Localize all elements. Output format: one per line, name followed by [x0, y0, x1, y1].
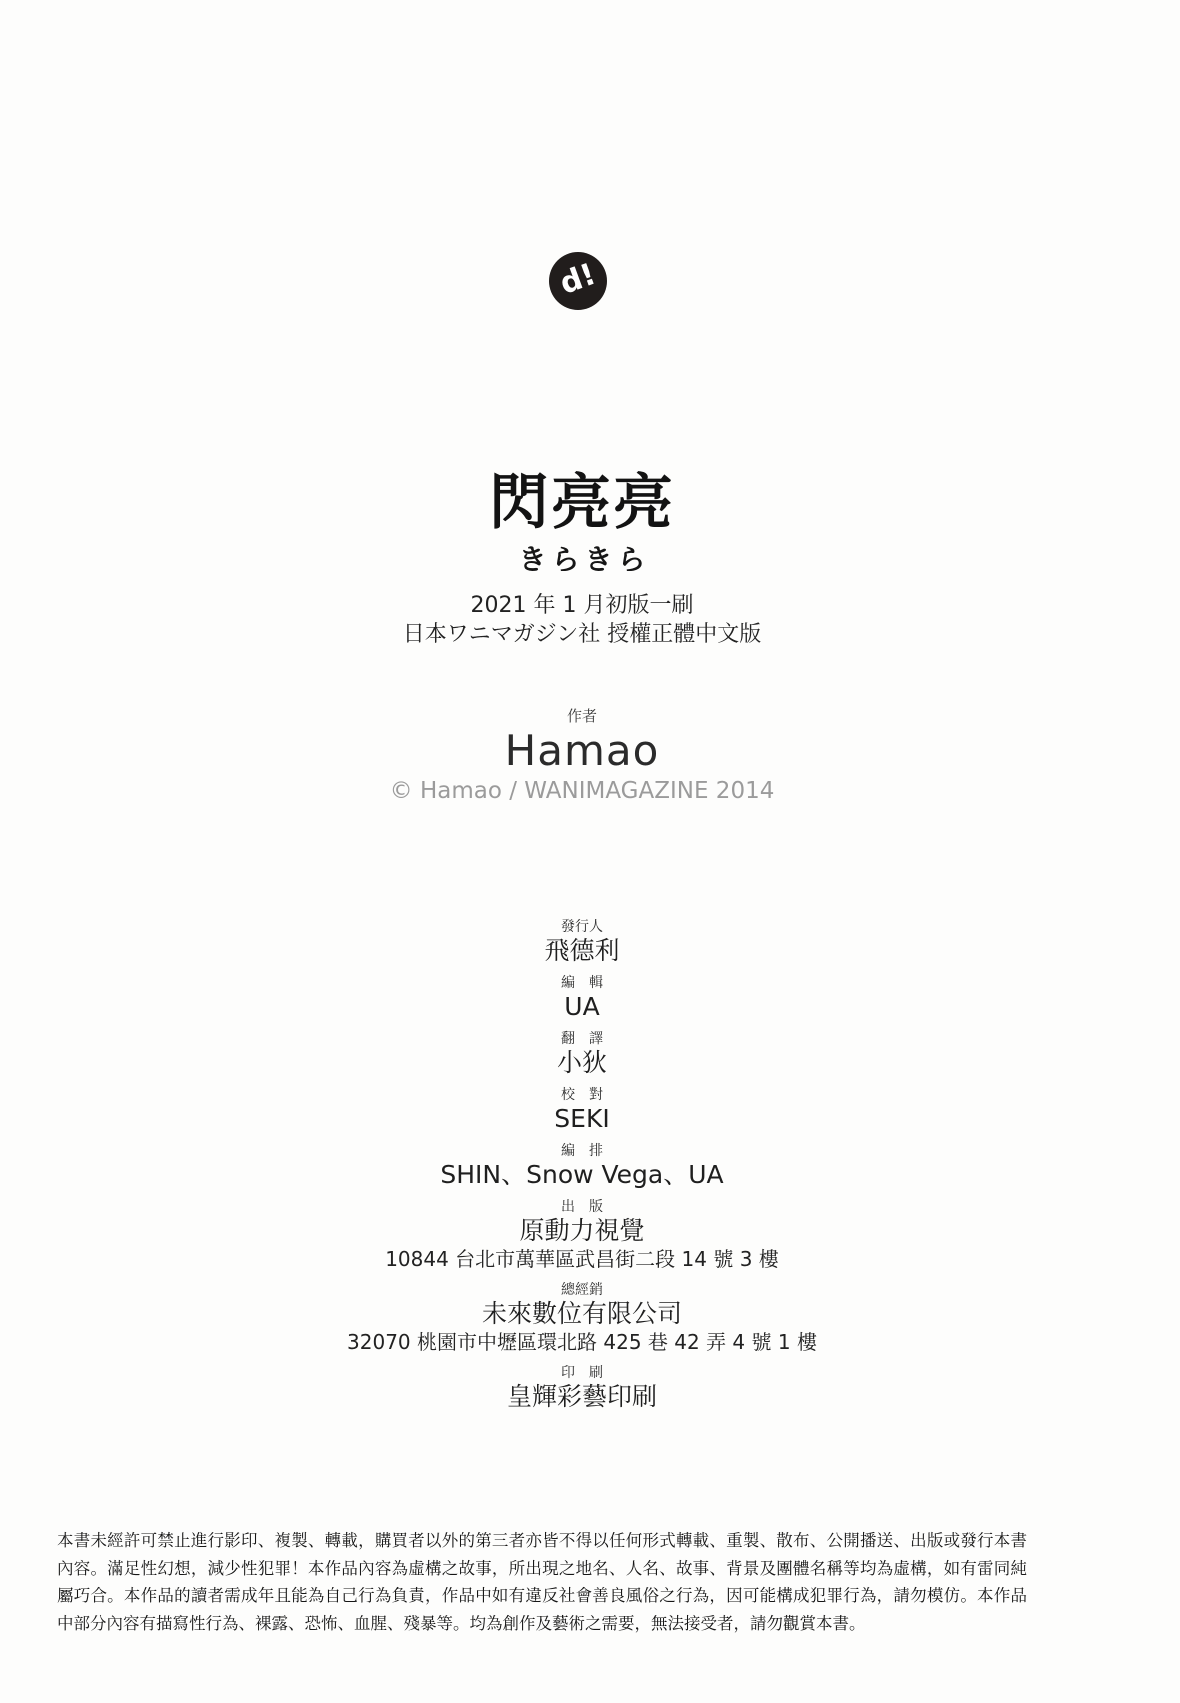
credit-address: 32070 桃園市中壢區環北路 425 巷 42 弄 4 號 1 樓	[347, 1330, 817, 1354]
credit-item-distributor	[0, 1281, 1164, 1356]
credit-address: 10844 台北市萬華區武昌街二段 14 號 3 樓	[385, 1247, 779, 1271]
copyright-line: © Hamao / WANIMAGAZINE 2014	[389, 778, 775, 804]
credit-item-layout	[0, 1142, 1164, 1190]
credit-name: 飛德利	[544, 936, 620, 965]
credit-name: 皇輝彩藝印刷	[506, 1382, 657, 1411]
publisher-logo-icon: d!	[555, 256, 601, 302]
credit-name: 未來數位有限公司	[481, 1299, 682, 1328]
credit-item-translator	[0, 1030, 1164, 1078]
credit-name: 原動力視覺	[519, 1216, 645, 1245]
credits-list	[0, 918, 1164, 1420]
credit-role-label: 編 排	[561, 1143, 603, 1159]
credit-item-publisher-person	[0, 918, 1164, 966]
edition-line: 2021 年 1 月初版一刷	[470, 593, 694, 618]
credit-role-label: 校 對	[561, 1087, 603, 1103]
disclaimer-text: 本書未經許可禁止進行影印、複製、轉載，購買者以外的第三者亦皆不得以任何形式轉載、重製、散布、公開播送、出版或發行本書內容。滿足性幻想，減少性犯罪！本作品內容為虛構之故事，所出現之地名、人名、故事、背景及團體名稱等均為虛構，如有雷同純屬巧合。本作品的讀者需成年且能為自己行為負責，作品中如有違反社會善良風俗之行為，因可能構成犯罪行為，請勿模仿。本作品中部分內容有描寫性行為、裸露、恐怖、血腥、殘暴等。均為創作及藝術之需要，無法接受者，請勿觀賞本書。	[57, 1531, 1027, 1633]
book-title: 閃亮亮	[489, 468, 675, 538]
author-label: 作者	[566, 707, 597, 725]
credit-name: SEKI	[554, 1104, 610, 1133]
credit-name: 小狄	[556, 1048, 607, 1077]
credit-name: UA	[564, 992, 600, 1021]
credit-role-label: 發行人	[561, 919, 603, 935]
publisher-logo	[549, 252, 607, 310]
license-line: 日本ワニマガジン社 授權正體中文版	[402, 622, 762, 647]
credit-role-label: 編 輯	[561, 975, 603, 991]
credit-item-proofreader	[0, 1086, 1164, 1134]
credit-role-label: 印 刷	[561, 1365, 603, 1381]
credit-name: SHIN、Snow Vega、UA	[440, 1160, 724, 1189]
credit-item-publishing-company	[0, 1198, 1164, 1273]
credit-role-label: 出 版	[561, 1199, 603, 1215]
credit-item-printer	[0, 1364, 1164, 1412]
author-name: Hamao	[504, 726, 660, 775]
credit-role-label: 翻 譯	[561, 1031, 603, 1047]
credit-role-label: 總經銷	[561, 1282, 603, 1298]
book-subtitle: きらきら	[518, 543, 651, 576]
credit-item-editor	[0, 974, 1164, 1022]
